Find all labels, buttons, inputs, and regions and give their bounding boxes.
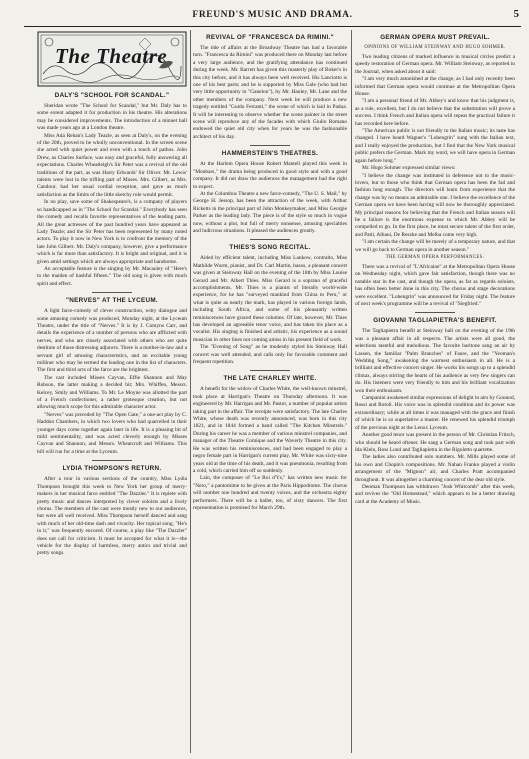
article-paragraph: Two leading citizens of marked influence in musical circles predict a speedy restoration of German opera. Mr. William Steinway, as reported in the Journal, when asked about it said: [355, 54, 515, 75]
masthead-wordmark: The Theatre [55, 44, 168, 68]
article-headline: LYDIA THOMPSON'S RETURN. [62, 465, 162, 473]
page-header [24, 8, 521, 27]
the-theatre-masthead [37, 30, 187, 88]
column-middle-body [193, 34, 347, 512]
article-headline: REVIVAL OF "FRANCESCA DA RIMINI." [206, 34, 334, 41]
article-paragraph: Sheridan wrote "The School for Scandal," but Mr. Daly has to some extent adapted it for production in his theatre. His alterations may be considered improvements. The introduction of a minuet ball was made years ago at a London theatre. [37, 103, 187, 132]
article-paragraph: Another good tenor was present in the person of Mr. Christian Fritsch, who should be heard oftener. He sang a German song and took part with Ida Klein, Ross Lund and Tagliapietra in the Rigoletto quartette. [355, 432, 515, 453]
article-paragraph: Mr. Hugo Sohmer expressed similar views: [362, 165, 456, 172]
article-paragraph: "I am certain the change will be merely of a temporary nature, and that we will go back to German opera in another season." [355, 239, 515, 253]
article-paragraph: Aided by efficient talent, including Miss Lankow, contralto, Miss Mathilde Wurm, pianist, and Dr. Carl Martin, basso, a pleasant concert was given at Steinway Hall on the evening of the 18th by Miss Louise Gerard and Mr. Albert Thies. Miss Gerard is a soprano of graceful accomplishments. Mr. Thies is a pianist of literally world-wide experience, for he has "surveyed mankind from China to Peru," or what is quite as nearly the mark, has played in various foreign lands, including South Africa, and some of his pleasantly written reminiscences have graced these columns. Of late, however, Mr. Thies has developed an agreeable tenor voice, and has taken his place as a vocalist. His singing is finished and artistic, his experience as a sound musician in other lines not coming amiss in his present field of work. [193, 255, 347, 343]
article-paragraph: Lalo, the composer of "Le Roi d'Ys," has written new music for "Nero," a pantomime to be given at the Paris Hippodrome. The chorus will number one hundred and twenty voices, and the orchestra eighty performers. There will be a ballet, too, of sixty dancers. The first representation is promised for March 29th. [193, 475, 347, 511]
article-paragraph: Miss Ada Rehan's Lady Teazle, as seen at Daly's, on the evening of the 20th, proved to be wholly unconventional. In the screen scene she acted with quiet power and even with a touch of pathos. John Drew, as Charles Surface, was easy and graceful, fully answering all expectations. Charles Wheatleigh's Sir Peter was a revival of the old traditions of the part, as was Harry Edwards' Sir Oliver. Mr. Lewis' talents were lost in the trifling part of Moses. Mrs. Gilbert, as Mrs. Candour, had her usual cordial reception, and gave as much satisfaction as the limits of the little sketchy role would permit. [37, 132, 187, 198]
article-paragraph: In no play, save some of Shakespeare's, is a company of players so handicapped as in "The School for Scandal." Everybody has seen the comedy and recalls favorite representatives of the leading parts. All the great actresses of the past hundred years have appeared as Lady Teazle; and the Sir Peter has been represented by many noted actors. To play it now in New York is to confront the memory of the late John Gilbert. Mr. Daly's company, however, give a performance which is far more than satisfactory. It is bright and original, and it is given amid settings which are always appropriate and handsome. [37, 199, 187, 265]
article-paragraph: "I believe the change was instituted in deference not to the music-lovers, but to those who think that German opera has been the fad and fashion long enough. The directors will learn from experience that the change was by no means an admirable one. I believe the excellence of the German opera we have been having will now be thoroughly appreciated. My principal reasons for believing that the French and Italian season will be a failure is the enormous expense to which Mr. Abbey will be compelled to go. In the first place, he must secure talent of the first order, and Patti, Albani, De Reszke and Melba come very high. [355, 172, 515, 238]
article-paragraph: "I am a personal friend of Mr. Abbey's and know that his judgment is, as a rule, excellent, but I do not believe that the substitution will prove a success. I think French and Italian opera will repeat the practical failure it has recorded here before. [355, 98, 515, 127]
article-headline: GERMAN OPERA MUST PREVAIL. [380, 34, 490, 41]
article-paragraph: A benefit for the widow of Charles White, the well-known minstrel, took place at Harrigan's Theatre on Thursday afternoon. It was engineered by Mr. Harrigan and Mr. Pastor, a number of popular artists taking part in the affair. The receipts were satisfactory. The late Charles White, whose death was recently announced, was born in this city 1821, and in 1844 formed a band called "The Kitchen Minstrels." During his career he was a member of various minstrel companies, and manager of the Theatre Comique and the Waverly Theatre in this city. He was written his reminiscences, and had been engaged to play a negro female part in Harrigan's current play, Mr. White was sixty-nine years old at the time of his death, and it was pneumonia, resulting from a cold, which carried him off so suddenly. [193, 386, 347, 474]
article-paragraph: An acceptable feature is the singing by Mr. Macauley of "Here's to the maiden of bashful fifteen." The old song is given with much spirit and effect. [37, 265, 187, 287]
article-paragraph: "The American public is not friendly to the Italian music; its taste has changed. I have heard Wagner's "Lohengrin" sung with the Italian text, and I really enjoyed the production, but I find that the New York musical public prefers the German. Mark my word, we will have opera in German again before long." [355, 128, 515, 164]
article-headline: GIOVANNI TAGLIAPIETRA'S BENEFIT. [373, 317, 497, 325]
article-paragraph: There was a revival of "L'Africaine" at the Metropolitan Opera House on Wednesday night, which gave fair satisfaction, though there was no notable star in the cast, and though the opera, as far as regards soloists, has often been better done in this city. The chorus and stage decorations were excellent. "Lohengrin" was announced for Friday night. The feature of next week's programme will be a revival of "Siegfried." [355, 263, 515, 307]
article-paragraph: Denman Thompson has withdrawn "Josh Whitcomb" after this week, and revives the "Old Homestead," which appears to be a better drawing card at the Academy of Music. [355, 483, 515, 505]
article-headline: DALY'S "SCHOOL FOR SCANDAL." [54, 92, 170, 99]
article-paragraph: The "Evening of Song" as he modestly styled his Steinway Hall concert was well attended, and calls only for favorable comment and frequent repetition. [193, 344, 347, 366]
page-number: 5 [513, 8, 519, 20]
article-paragraph: After a tour in various sections of the country, Miss Lydia Thompson brought this week to New York her group of merry-makers in her musical farce entitled "The Dazzler." It is replete with pretty music and dances interpreted by clever soloists and a lively chorus. The members of the cast were mostly new to our audiences, but were all well received. Miss Thompson herself danced and sang with much of her old-time dash and vivacity. Her topical song, "He's in it," was frequently encored. Of course, a play like "The Dazzler" does not call for criticism. It must be accepted for what it is—the vehicle for the display of harmless, merry antics and trivial and pretty songs. [37, 476, 187, 557]
column-rule [351, 30, 352, 753]
column-right-body [355, 34, 515, 506]
article-subheading: OPINIONS OF WILLIAM STEINWAY AND HUGO SOHMER. [364, 45, 506, 50]
article-paragraph: The tide of affairs at the Broadway Theatre has had a favorable turn. "Francesca da Rimini" was produced there on Monday last before a very large audience, and the gratifying attendance has continued during the week. Mr. Barrett has given this masterly play of Boker's in this city before, and it has always been well received. His Lanciotto is one of his best parts; and he is supported by Miss Gale (who had but very little opportunity in "Ganelon"), by Mr. Hanley, Mr. Lane and the other members of the company. Next week he will produce a new tragedy entitled "Guido Ferranti," the scene of which is laid in Padua. It will be interesting to observe whether the scene painter in the street scene will reproduce any of the facades with which Giulio Romano endowed the quiet old city when for years he was the fashionable architect of his day. [193, 45, 347, 140]
article-paragraph: "I am very much astonished at the change, as I had only recently been informed that German opera would continue at the Metropolitan Opera House. [355, 76, 515, 98]
section-separator [415, 312, 455, 313]
running-head: FREUND'S MUSIC AND DRAMA. [192, 10, 353, 20]
section-separator [250, 370, 290, 371]
section-separator [92, 460, 132, 461]
article-paragraph: At the Columbus Theatre a new farce-comedy, "The U. S. Mail," by George H. Jessop, has been the attraction of the week, with Arthur Ricketts in the principal part of John Monkeymaker, and Miss Georgie Parker as the leading lady. The piece is of the style so much in vogue now, without a plot, but full of merry nonsense, amusing specialties and ludicrous situations. It pleased the audiences greatly. [193, 190, 347, 234]
section-separator [250, 239, 290, 240]
article-subheading: THE GERMAN OPERA PERFORMANCES. [385, 254, 485, 260]
column-middle [193, 30, 347, 755]
article-paragraph: The ladies also contributed solo numbers. Mr. Mills played some of his own and Chopin's compositions. Mr. Nahan Franko played a violin arrangement of the "Mignon" air, and Charles Pratt accompanied throughout. It was altogether a charming concert of the dear old style. [355, 454, 515, 483]
column-right [355, 30, 515, 755]
column-left-body [37, 92, 187, 558]
column-left [37, 30, 187, 755]
article-headline: HAMMERSTEIN'S THEATRES. [221, 150, 319, 158]
article-paragraph: The Tagliapietra benefit at Steinway hall on the evening of the 19th was a pleasant affair in all respects. The artists were all good, the selections tasteful and melodious. The favorite baritone sang an air by Lassen, the familiar "Palm Branches" of Faure, and the "Yeoman's Wedding Song," awakening the warmest enthusiasm in all. He is a brilliant and effective concert singer. He works his songs up to a splendid climax, always stirring the hearts of his audience as very few singers can do. His listeners were very friendly to him and his brilliant vocalization won their enthusiasm. [355, 328, 515, 394]
article-headline: THE LATE CHARLEY WHITE. [223, 375, 317, 383]
article-paragraph: A light farce-comedy of clever construction, witty dialogue and some amusing comedy was produced, Monday night, at the Lyceum Theatre, under the title of "Nerves." It is by J. Comyns Carr, and details the experience of a number of persons who are afflicted with nerves, and who are closely associated with others who are quite destitute of those distressing adjuncts. There is a mother-in-law and a servant girl of amusing characteristics, and an excitable young milliner who may be termed the leading one in the list of characters. The first and third acts of the farce are the brightest. [37, 308, 187, 374]
article-paragraph: Campanini awakened similar expressions of delight in airs by Gounod, Rossi and Rotoli. His voice was in splendid condition and its power was extraordinary; while at all times it was managed with the grace and finish of which he is so superlative a master. He renewed his splendid triumph of the previous night at the Lenox Lyceum. [355, 395, 515, 431]
section-separator [92, 292, 132, 293]
article-paragraph: At the Harlem Opera House Robert Mantell played this week in "Monbars," the drama being produced in good style and with a good company. It did not draw the audiences the management had the right to expect. [193, 161, 347, 190]
column-rule [190, 30, 191, 753]
article-paragraph: "Nerves" was preceded by "The Open Gate," a one-act play by C. Haddon Chambers, in which two lovers who had quarrelled in their younger days come together again later in life. It is a pleasing bit of mild sentimentality, and was acted cleverly enough by Misses Cayvan and Shannon, and Messrs. Wheatcroft and Williams. This bill will run for a time at the Lyceum. [37, 411, 187, 455]
article-headline: "NERVES" AT THE LYCEUM. [66, 297, 158, 305]
section-separator [250, 145, 290, 146]
article-paragraph: The cast included Misses Cayvan, Effie Shannon and May Robson, the latter making a decided hit; Mrs. Whiffen, Messrs. Kelcey, Smily and Williams. To Mr. Le Moyne was allotted the part of a French confectioner, a rather grotesque creation, but not allowing much scope for this admirable character actor. [37, 374, 187, 411]
article-headline: THIES'S SONG RECITAL. [229, 244, 311, 252]
